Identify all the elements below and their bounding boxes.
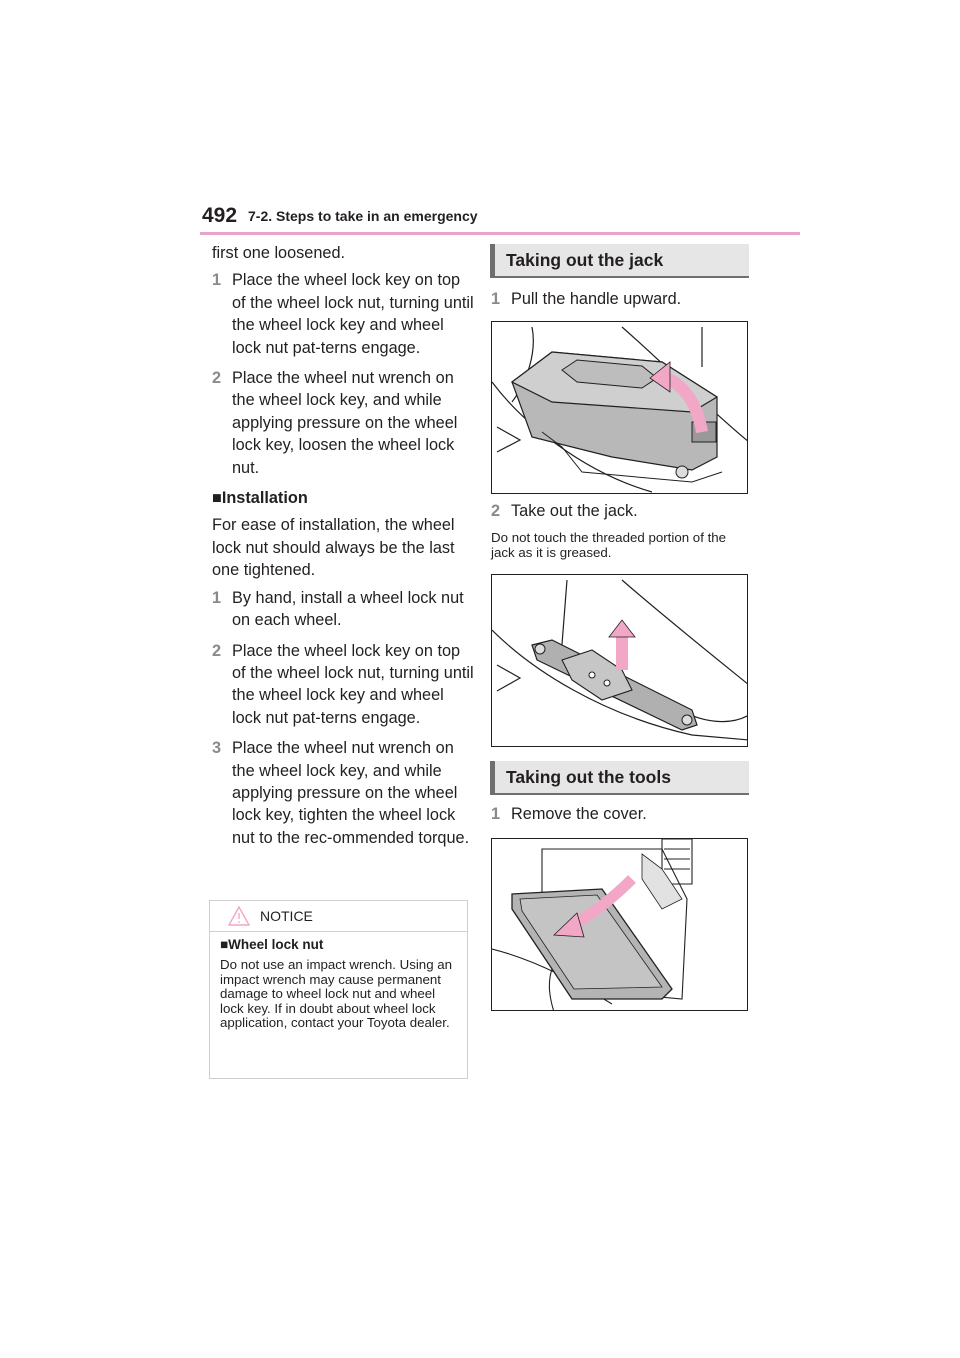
step-number: 1 xyxy=(491,290,501,308)
step-number: 2 xyxy=(212,369,222,388)
header-rule xyxy=(200,232,800,235)
step-text: Place the wheel nut wrench on the wheel lock key, and while applying pressure on the wheel lock key, loosen the wheel lock nut. xyxy=(232,369,458,477)
tools-section-banner xyxy=(490,761,749,795)
jack-section-heading: Taking out the jack xyxy=(506,250,664,270)
step-item xyxy=(212,269,474,359)
cover-illustration xyxy=(491,838,748,1011)
step-text: Take out the jack. xyxy=(511,502,638,520)
jack-illustration xyxy=(491,574,748,747)
step-item xyxy=(212,367,474,479)
step-text: Place the wheel nut wrench on the wheel lock key, and while applying pressure on the wheel lock key, tighten the wheel lock nut to the rec-ommended torque. xyxy=(232,739,470,847)
page-header xyxy=(200,200,800,236)
step-item xyxy=(491,500,769,522)
step-text: Place the wheel lock key on top of the wheel lock nut, turning until the wheel lock key and wheel lock nut pat-terns engage. xyxy=(232,271,474,357)
step-number: 2 xyxy=(212,641,222,660)
installation-text: For ease of installation, the wheel lock nut should always be the last one tightened. xyxy=(212,516,455,580)
step-text: Remove the cover. xyxy=(511,805,647,823)
notice-label: NOTICE xyxy=(260,908,313,924)
step-number: 1 xyxy=(491,805,501,823)
step-item xyxy=(491,803,769,825)
intro-text: first one loosened. xyxy=(212,244,346,262)
step-text: Place the wheel lock key on top of the wheel lock nut, turning until the wheel lock key and wheel lock nut pat-terns engage. xyxy=(232,641,474,727)
left-column xyxy=(212,242,474,849)
notice-box xyxy=(209,900,468,1079)
step-number: 1 xyxy=(212,271,222,290)
step-item xyxy=(212,587,474,632)
jack-grease-note: Do not touch the threaded portion of the jack as it is greased. xyxy=(491,530,727,560)
warning-triangle-icon xyxy=(228,906,250,926)
jack-section-banner xyxy=(490,244,749,278)
step-item xyxy=(491,288,769,310)
notice-subheading: ■Wheel lock nut xyxy=(220,937,324,952)
step-text: By hand, install a wheel lock nut on each wheel. xyxy=(232,588,464,630)
step-text: Pull the handle upward. xyxy=(511,290,682,308)
installation-heading: ■Installation xyxy=(212,489,308,508)
section-title: 7-2. Steps to take in an emergency xyxy=(248,208,478,224)
step-item xyxy=(212,737,474,849)
tools-section-heading: Taking out the tools xyxy=(506,767,671,787)
notice-header xyxy=(210,901,467,932)
notice-text: Do not use an impact wrench. Using an impact wrench may cause permanent damage to wheel lock nut and wheel lock key. If in doubt about wheel lock application, contact your Toyota dealer. xyxy=(220,957,453,1031)
step-item xyxy=(212,640,474,730)
handle-illustration xyxy=(491,321,748,494)
step-number: 3 xyxy=(212,739,222,758)
step-number: 2 xyxy=(491,502,501,520)
step-number: 1 xyxy=(212,588,222,607)
page-number: 492 xyxy=(202,204,238,227)
